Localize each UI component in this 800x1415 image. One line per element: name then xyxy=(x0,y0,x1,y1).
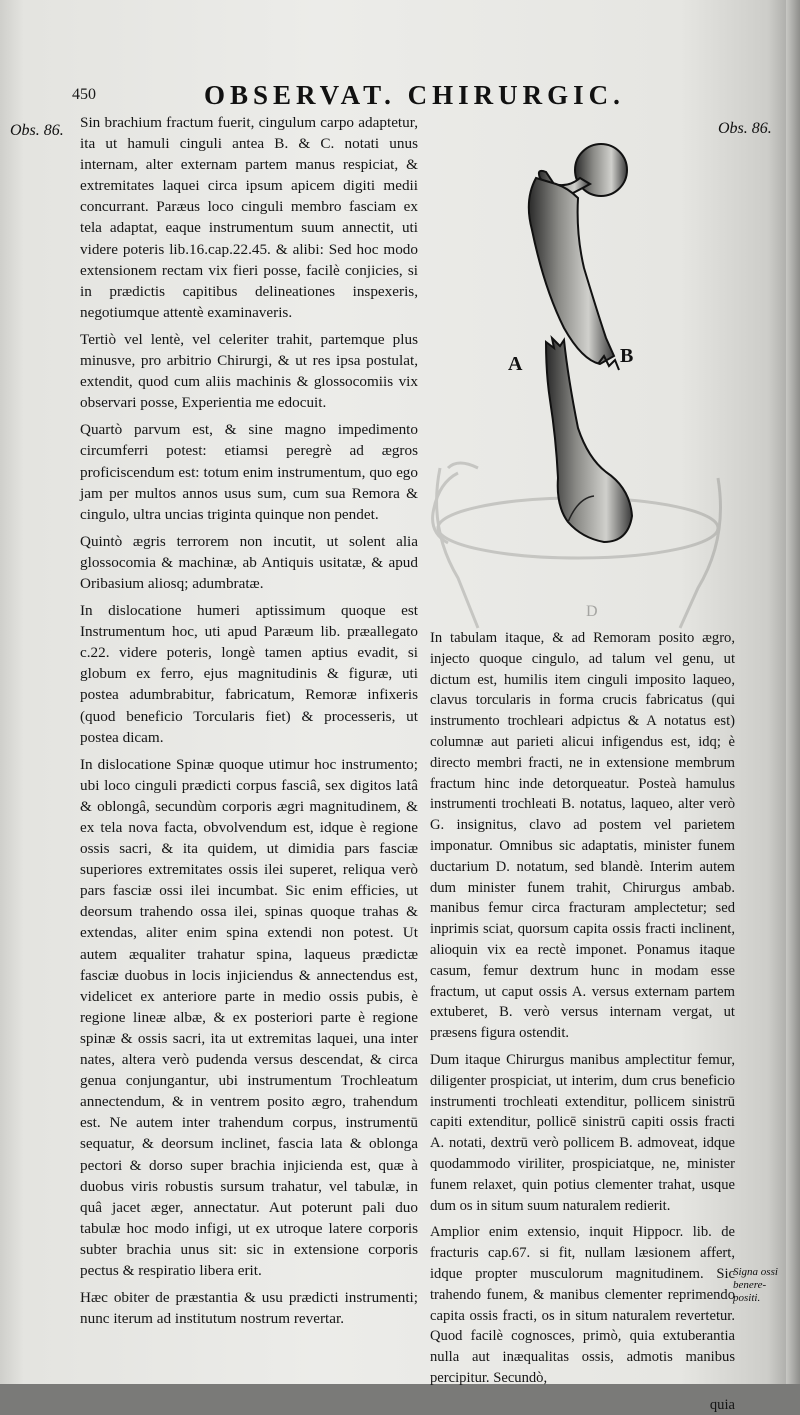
paragraph: In tabulam itaque, & ad Remoram posito ægro, injecto quoque cingulo, ad talum vel genu, ut dictum est, humilis item cinguli imposito laqueo, clavus torcularis in forma crucis fabricatus (qui instrumento trochleari adpictus & A notatus est) columnæ aut parieti alicui infigendus est, idq; è directo membri fracti, ne in extensione membrum fractum hinc inde detorqueatur. Posteà hamulus instrumenti trochleati B. notatus, laqueo, alter verò G. insignitus, clavo ad postem vel parietem imponatur. Omnibus sic adaptatis, minister funem ductarium D. notatum, sed blandè. Interim autem dum minister funem trahit, Chirurgus ambab. manibus femur circa fracturam amplectetur; sed inprimis sciat, quorsum capita ossis fracti inclinent, alioquin vix ea rectè imponet. Ponamus itaque casum, femur dextrum hunc in modam esse fractum, ut caput ossis A. versus externam partem extuberet, B. verò versus internam vergat, ut præsens figura ostendit. xyxy=(430,630,735,1042)
margin-note-signa: Signa ossi benere-positi. xyxy=(733,1266,778,1304)
paragraph: Quintò ægris terrorem non incutit, ut solent alia glossocomia & machinæ, ab Antiquis usitatæ, & apud Oribasium aliosq; adumbratæ. xyxy=(80,532,418,592)
right-text-column xyxy=(430,628,735,1415)
paragraph: In dislocatione Spinæ quoque utimur hoc instrumento; ubi loco cinguli prædicti corpus fasciâ, sex digitos latâ & oblongâ, secundùm corporis ægri magnitudinem, & ex tela nova facta, obvolvendum est, idque è regione ossis sacri, & ita quidem, ut dimidia pars fasciæ superiores extremitates ossis ilei superet, reliqua verò pars fasciæ ossi ilei incumbat. Sic enim efficies, ut deorsum trahendo ossa ilei, spinas quoque trahas & extendas, aliter enim spina extendi non potest. Ut autem æqualiter trahatur spina, laqueus prædictæ fasciæ duobus in locis injiciendus & annectendus est, videlicet ex anteriore parte in medio ossis pubis, è regione lineæ albæ, & ex posteriori parte è regione spinæ & ossis sacri, ita ut extremitas laquei, una inter nates, altera verò pudenda versus descendat, & circa genua conjungantur, ubi instrumentum Trochleatum annectendum, & in ventrem posito ægro, trahendum est. Ne autem inter trahendum corpus, instrumentū sequatur, & deorsum inclinet, fascia lata & oblonga pectori & dorso super brachia injicienda est, quæ à duobus viris robustis sursum trahatur, vel tabulæ, in quâ jacet æger, annectatur. Aut poterunt pali duo tabulæ hoc modo infigi, ut ex utroque latere corporis subter brachia unus sit: sic in extensione corporis pectus & respiratio libera erit. xyxy=(80,755,418,1279)
upper-bone-fragment xyxy=(529,144,627,370)
page-number: 450 xyxy=(72,86,96,103)
paragraph: Sin brachium fractum fuerit, cingulum carpo adaptetur, ita ut hamuli cinguli antea B. & C. notati unus internam, alter externam partem manus respiciat, & extremitates laquei circa ipsum apicem digiti medii concurrant. Paræus loco cinguli membro fasciam ex tela adaptat, eaque instrumentum suum annectit, uti videre poteris lib.16.cap.22.45. & alibi: Sed hoc modo extensionem rectam vix fieri posse, facilè conjicies, si in prædictis capitibus delineationes inspexeris, negotiumque attentè examinaveris. xyxy=(80,114,418,321)
page-edge-shadow xyxy=(786,0,800,1384)
figure-label-d: D xyxy=(586,603,598,620)
catchword: quia xyxy=(709,1396,735,1413)
margin-note-obs-right: Obs. 86. xyxy=(718,120,772,137)
fractured-femur-illustration xyxy=(418,138,733,628)
paragraph: In dislocatione humeri aptissimum quoque est Instrumentum hoc, uti apud Paræum lib. præallegato c.22. videre poteris, longè tamen aptius evadit, si globum ex ferro, ejus magnitudinis & figuræ, uti postea adumbrabitur, fabricatum, Remoræ infixeris (quod beneficio Torcularis fiet) & processeris, ut postea dicam. xyxy=(80,602,418,746)
left-text-column xyxy=(80,112,418,1335)
figure-label-b: B xyxy=(620,345,634,367)
paragraph: Quartò parvum est, & sine magno impedimento circumferri potest: etiamsi peregrè ad ægros proficiscendum est: totum enim instrumentum, quo ego jam per multos annos usus sum, cum sua Remora & cingulo, ultra uncias triginta quinque non pendet. xyxy=(80,421,418,523)
paragraph: Dum itaque Chirurgus manibus amplectitur femur, diligenter prospiciat, ut interim, dum crus beneficio instrumenti trochleati extenditur, pollicem sinistrū capiti extenditur, pollicē sinistrū capiti ossis fracti A. notati, dextrū verò pollicem B. admoveat, idque quodammodo viriliter, prospiciatque, ne, minister funem relaxet, quin potius clementer trahat, usque dum os in situm suum naturalem redierit. xyxy=(430,1051,735,1214)
paragraph: Hæc obiter de præstantia & usu prædicti instrumenti; nunc iterum ad institutum nostrum revertar. xyxy=(80,1289,418,1328)
paragraph: Tertiò vel lentè, vel celeriter trahit, partemque plus minusve, pro arbitrio Chirurgi, & ut res ipsa postulat, extendit, quod cum aliis machinis & glossocomiis vix observari posse, Experientia me edocuit. xyxy=(80,330,418,412)
figure-label-a: A xyxy=(508,353,523,375)
paragraph: Amplior enim extensio, inquit Hippocr. lib. de fracturis cap.67. si fit, nullam læsionem affert, idque propter musculorum magnitudinem. Sic trahendo funem, & manibus clementer reprimendo capita ossis fracti, os in situm naturalem revertetur. Quod facilè cognosces, primò, quia extuberantia nulla aut inæqualitas ossis, admotis manibus percipitur. Secundò, xyxy=(430,1224,735,1386)
running-title: OBSERVAT. CHIRURGIC. xyxy=(204,80,625,110)
margin-note-obs-left: Obs. 86. xyxy=(10,122,64,139)
